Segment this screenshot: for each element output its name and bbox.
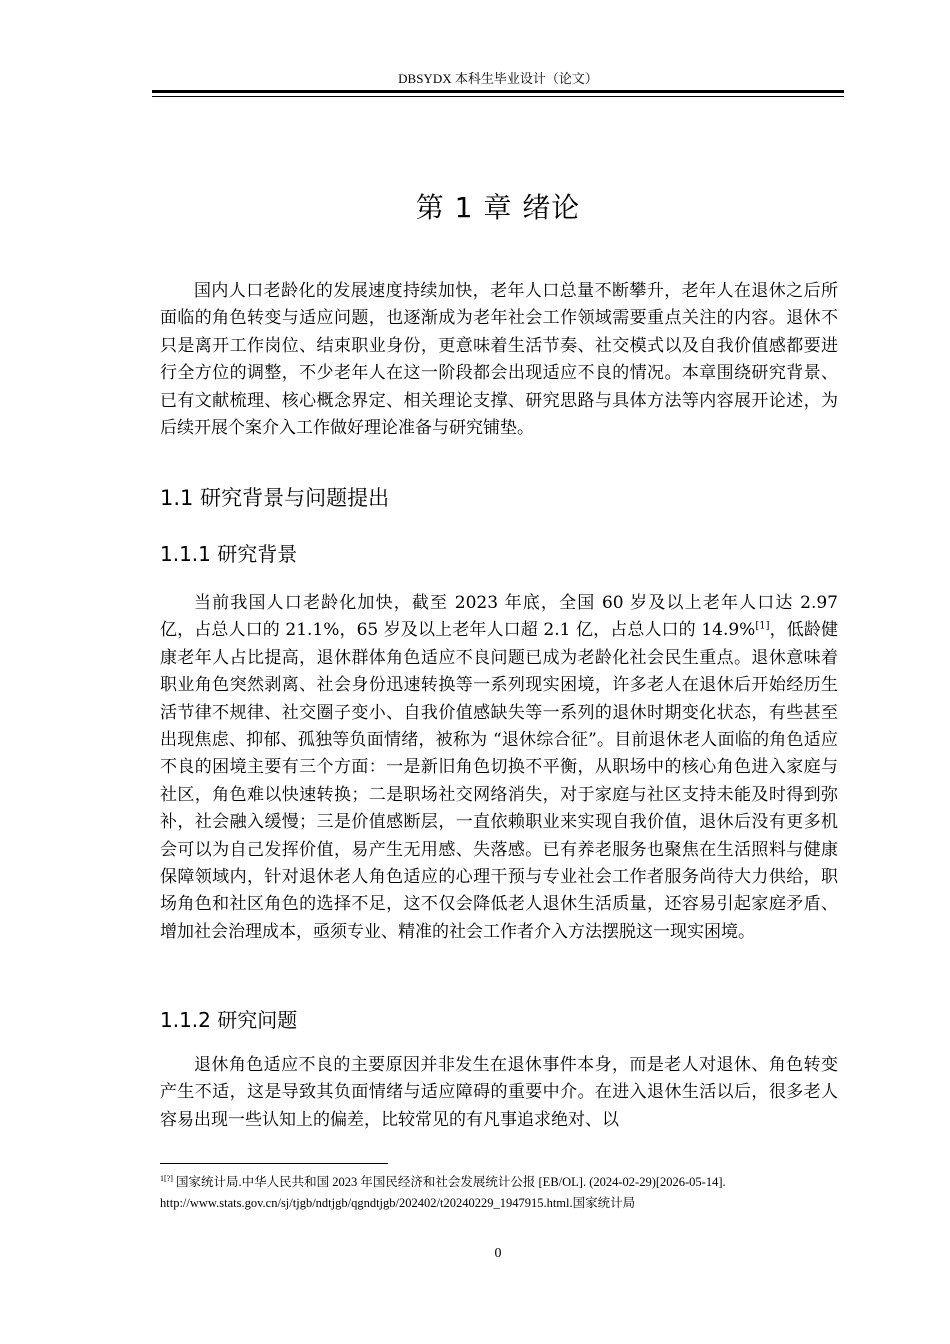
footnote-separator: [160, 1163, 388, 1164]
section-heading-1-1-1: 1.1.1 研究背景: [160, 542, 298, 566]
section-heading-1-1-2: 1.1.2 研究问题: [160, 1008, 298, 1032]
research-question-paragraph: 退休角色适应不良的主要原因并非发生在退休事件本身，而是老人对退休、角色转变产生不适，这是导致其负面情绪与适应障碍的重要中介。在进入退休生活以后，很多老人容易出现一些认知上的偏差，比较常见的有凡事追求绝对、以: [160, 1055, 838, 1130]
intro-paragraph: 国内人口老龄化的发展速度持续加快，老年人口总量不断攀升，老年人在退休之后所面临的角色转变与适应问题，也逐渐成为老年社会工作领域需要重点关注的内容。退休不只是离开工作岗位、结束职业身份，更意味着生活节奏、社交模式以及自我价值感都要进行全方位的调整，不少老年人在这一阶段都会出现适应不良的情况。本章围绕研究背景、已有文献梳理、核心概念界定、相关理论支撑、研究思路与具体方法等内容展开论述，为后续开展个案介入工作做好理论准备与研究铺垫。: [160, 281, 838, 439]
header-rule-thick: [152, 90, 844, 93]
section-heading-1-1: 1.1 研究背景与问题提出: [160, 486, 390, 510]
footnote: [160, 1172, 850, 1214]
background-paragraph: [160, 590, 838, 946]
page-number: 0: [494, 1246, 502, 1261]
citation-ref[interactable]: [1]: [755, 620, 770, 632]
footnote-url[interactable]: http://www.stats.gov.cn/sj/tjgb/ndtjgb/qgndtjgb/202402/t20240229_1947915.html.国家统计局: [160, 1196, 636, 1210]
footnote-line1: 国家统计局.中华人民共和国 2023 年国民经济和社会发展统计公报 [EB/OL]. (2024-02-29)[2026-05-14].: [172, 1175, 726, 1189]
running-header: DBSYDX 本科生毕业设计（论文）: [398, 71, 598, 86]
footnote-marker: 1[?]: [160, 1173, 173, 1183]
chapter-title: 第 1 章 绪论: [415, 191, 581, 224]
header-rule-thin: [152, 96, 844, 97]
background-text-part1: 当前我国人口老龄化加快，截至 2023 年底，全国 60 岁及以上老年人口达 2.97 亿，占总人口的 21.1%，65 岁及以上老年人口超 2.1 亿，占总人口的 14.9%: [160, 593, 838, 641]
background-text-part2: ，低龄健康老年人占比提高，退休群体角色适应不良问题已成为老龄化社会民生重点。退休意味着职业角色突然剥离、社会身份迅速转换等一系列现实困境，许多老人在退休后开始经历生活节律不规律、社交圈子变小、自我价值感缺失等一系列的退休时期变化状态，有些甚至出现焦虑、抑郁、孤独等负面情绪，被称为 “退休综合征”。目前退休老人面临的角色适应不良的困境主要有三个方面：一是新旧角色切换不平衡，从职场中的核心角色进入家庭与社区，角色难以快速转换；二是职场社交网络消失，对于家庭与社区支持未能及时得到弥补，社会融入缓慢；三是价值感断层，一直依赖职业来实现自我价值，退休后没有更多机会可以为自己发挥价值，易产生无用感、失落感。已有养老服务也聚焦在生活照料与健康保障领域内，针对退休老人角色适应的心理干预与专业社会工作者服务尚待大力供给，职场角色和社区角色的选择不足，这不仅会降低老人退休生活质量，还容易引起家庭矛盾、增加社会治理成本，亟须专业、精准的社会工作者介入方法摆脱这一现实困境。: [160, 620, 839, 942]
